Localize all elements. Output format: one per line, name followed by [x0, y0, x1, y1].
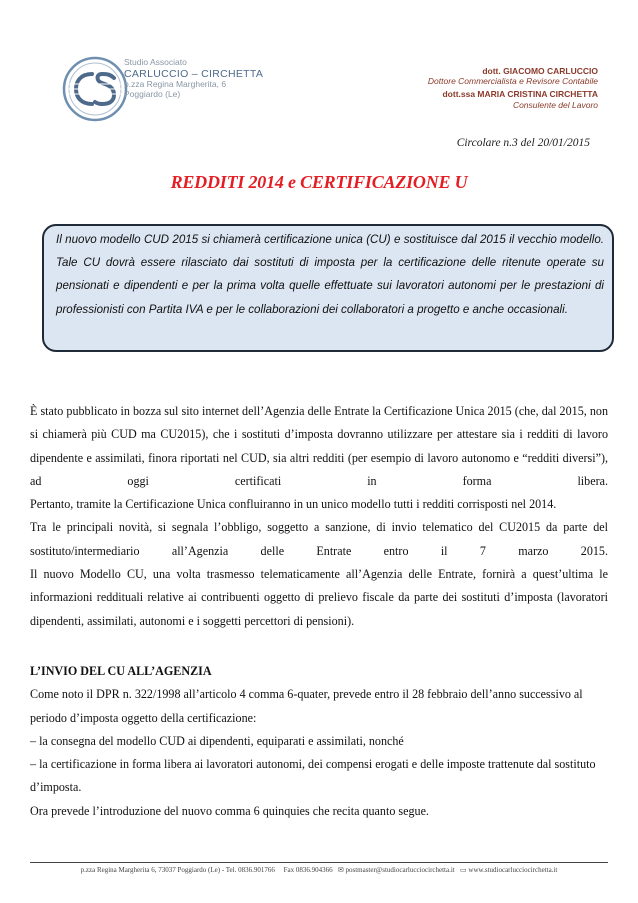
section-line-2: – la consegna del modello CUD ai dipendenti, equiparati e assimilati, nonché	[30, 733, 404, 748]
footer-fax: Fax 0836.904366	[283, 866, 333, 874]
studio-line-3: p.zza Regina Margherita, 6	[124, 78, 227, 89]
body-paragraph-3: Tra le principali novità, si segnala l’obbligo, soggetto a sanzione, di invio telematico del CU2015 da parte del sostituto/intermediario all’Agenzia delle Entrate entro il 7 marzo 2015.	[30, 520, 608, 558]
body-paragraph-4: Il nuovo Modello CU, una volta trasmesso telematicamente all’Agenzia delle Entrate, fornirà a quest’ultima le informazioni reddituali relative ai contribuenti oggetto di prelievo fiscale da parte dei sostituti d’imposta (lavoratori dipendenti, assimilati, autonomi e i soggetti percettori di pensioni).	[30, 567, 608, 628]
footer	[0, 866, 638, 874]
professional-name-2: dott.ssa MARIA CRISTINA CIRCHETTA	[442, 89, 598, 100]
professionals-block	[428, 66, 598, 110]
studio-logo	[62, 56, 128, 122]
body-paragraph-1: È stato pubblicato in bozza sul sito internet dell’Agenzia delle Entrate la Certificazione Unica 2015 (che, dal 2015, non si chiamerà più CUD ma CU2015), che i sostituti d’imposta dovranno utilizzare per attestare sia i redditi di lavoro dipendente e assimilati, finora riportati nel CUD, sia altri redditi (per esempio di lavoro autonomo e “redditi diversi”), ad oggi certificati in forma libera.	[30, 404, 608, 488]
body-text	[30, 400, 608, 633]
summary-text: Il nuovo modello CUD 2015 si chiamerà certificazione unica (CU) e sostituisce dal 2015 il vecchio modello. Tale CU dovrà essere rilasciato dai sostituti di imposta per la certificazione delle ritenute operate su pensionati e dipendenti e per la prima volta quelle effettuate sui lavoratori autonomi per le prestazioni di professionisti con Partita IVA e per le collaborazioni dei collaboratori a progetto e anche occasionali.	[56, 233, 604, 316]
studio-line-1: Studio Associato	[124, 57, 187, 67]
section-line-3: – la certificazione in forma libera ai lavoratori autonomi, dei compensi erogati e delle imposte trattenute dal sostituto d’imposta.	[30, 757, 596, 795]
computer-icon: ▭	[460, 866, 467, 874]
section-heading: L’INVIO DEL CU ALL’AGENZIA	[30, 664, 212, 678]
professional-role-1: Dottore Commercialista e Revisore Contabile	[427, 76, 598, 87]
professional-name-1: dott. GIACOMO CARLUCCIO	[482, 66, 598, 76]
studio-line-2: CARLUCCIO – CIRCHETTA	[124, 67, 264, 80]
studio-name-block	[124, 58, 263, 99]
footer-address: p.zza Regina Margherita 6, 73037 Poggiardo (Le) - Tel. 0836.901766	[80, 866, 275, 874]
section-line-4: Ora prevede l’introduzione del nuovo comma 6 quinquies che recita quanto segue.	[30, 803, 429, 818]
footer-email: postmaster@studiocarlucciocirchetta.it	[345, 866, 455, 874]
circular-reference: Circolare n.3 del 20/01/2015	[456, 137, 590, 149]
footer-web: www.studiocarlucciocirchetta.it	[468, 866, 558, 874]
section-invio	[30, 660, 608, 823]
body-paragraph-2: Pertanto, tramite la Certificazione Unica confluiranno in un unico modello tutti i redditi corrisposti nel 2014.	[30, 497, 557, 512]
envelope-icon: ✉	[337, 866, 344, 874]
professional-role-2: Consulente del Lavoro	[512, 99, 598, 110]
studio-line-4: Poggiardo (Le)	[124, 88, 181, 99]
section-line-1: Come noto il DPR n. 322/1998 all’articolo 4 comma 6-quater, prevede entro il 28 febbraio dell’anno successivo al periodo d’imposta oggetto della certificazione:	[30, 687, 583, 725]
document-title: REDDITI 2014 e CERTIFICAZIONE U	[170, 172, 468, 192]
summary-box	[42, 224, 614, 352]
footer-divider	[30, 862, 608, 863]
